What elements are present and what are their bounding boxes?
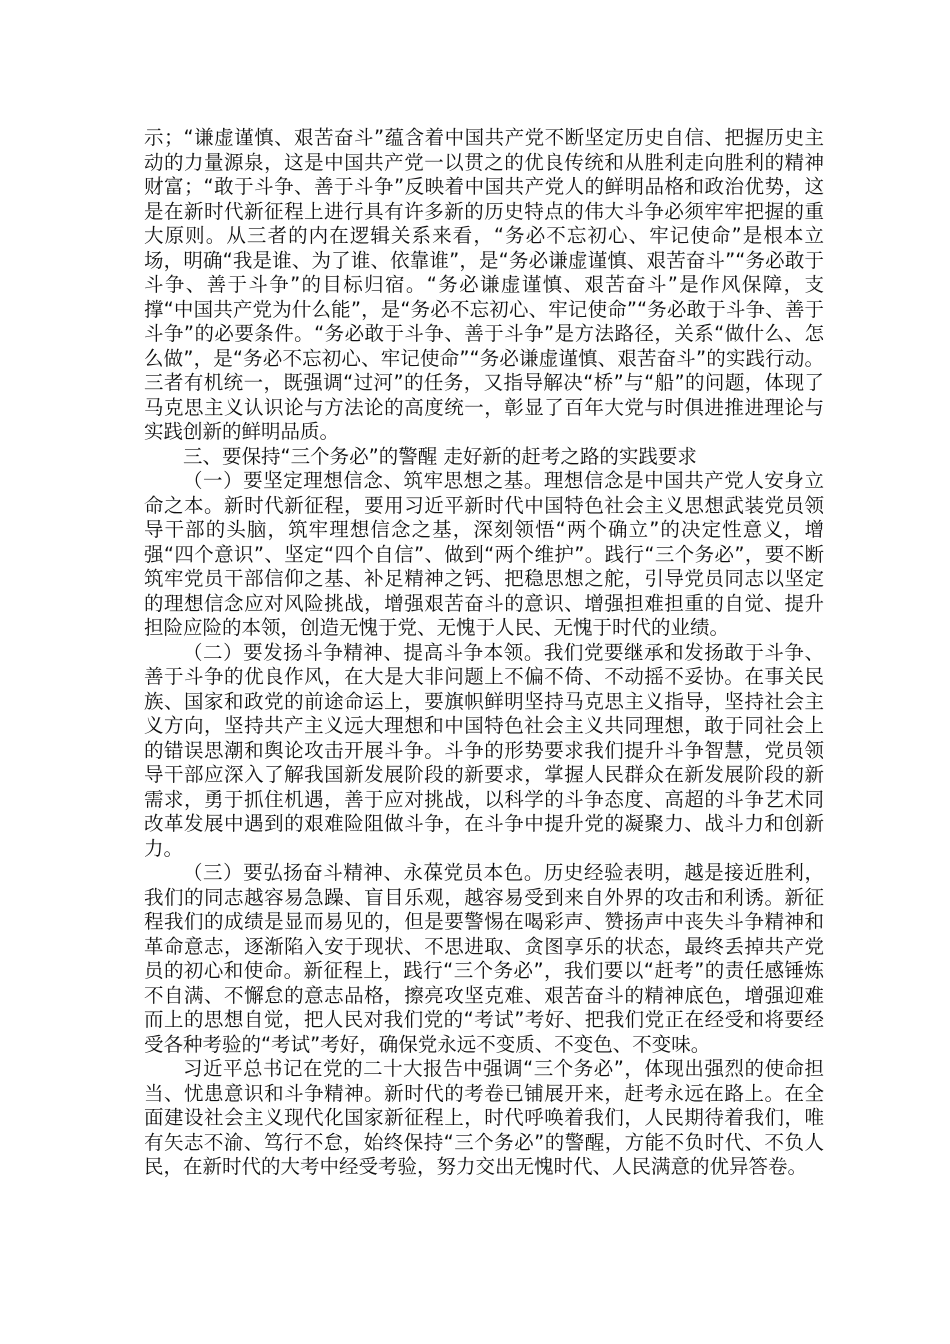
document-page: [144, 126, 824, 1180]
section-heading: 三、要保持“三个务必”的警醒 走好新的赶考之路的实践要求: [183, 444, 697, 468]
paragraph-striving: （三）要弘扬奋斗精神、永葆党员本色。历史经验表明，越是接近胜利，我们的同志越容易急躁、盲目乐观，越容易受到来自外界的攻击和利诱。新征程我们的成绩是显而易见的，但是要警惕在喝彩声、赞扬声中丧失斗争精神和革命意志，逐渐陷入安于现状、不思进取、贪图享乐的状态，最终丢掉共产党员的初心和使命。新征程上，践行“三个务必”，我们要以“赶考”的责任感锤炼不自满、不懈怠的意志品格，擦亮攻坚克难、艰苦奋斗的精神底色，增强迎难而上的思想自觉，把人民对我们党的“考试”考好、把我们党正在经受和将要经受各种考验的“考试”考好，确保党永远不变质、不变色、不变味。: [144, 861, 824, 1056]
paragraph-ideals: （一）要坚定理想信念、筑牢思想之基。理想信念是中国共产党人安身立命之本。新时代新征程，要用习近平新时代中国特色社会主义思想武装党员领导干部的头脑，筑牢理想信念之基，深刻领悟“两个确立”的决定性意义，增强“四个意识”、坚定“四个自信”、做到“两个维护”。践行“三个务必”，要不断筑牢党员干部信仰之基、补足精神之钙、把稳思想之舵，引导党员同志以坚定的理想信念应对风险挑战，增强艰苦奋斗的意识、增强担难担重的自觉、提升担险应险的本领，创造无愧于党、无愧于人民、无愧于时代的业绩。: [144, 469, 824, 639]
paragraph-conclusion: 习近平总书记在党的二十大报告中强调“三个务必”，体现出强烈的使命担当、忧患意识和斗争精神。新时代的考卷已铺展开来，赶考永远在路上。在全面建设社会主义现代化国家新征程上，时代呼唤着我们，人民期待着我们，唯有矢志不渝、笃行不怠，始终保持“三个务必”的警醒，方能不负时代、不负人民，在新时代的大考中经受考验，努力交出无愧时代、人民满意的优异答卷。: [144, 1057, 824, 1178]
paragraph-continuation: 示；“谦虚谨慎、艰苦奋斗”蕴含着中国共产党不断坚定历史自信、把握历史主动的力量源泉，这是中国共产党一以贯之的优良传统和从胜利走向胜利的精神财富；“敢于斗争、善于斗争”反映着中国共产党人的鲜明品格和政治优势，这是在新时代新征程上进行具有许多新的历史特点的伟大斗争必须牢牢把握的重大原则。从三者的内在逻辑关系来看，“务必不忘初心、牢记使命”是根本立场，明确“我是谁、为了谁、依靠谁”，是“务必谦虚谨慎、艰苦奋斗”“务必敢于斗争、善于斗争”的目标归宿。“务必谦虚谨慎、艰苦奋斗”是作风保障，支撑“中国共产党为什么能”，是“务必不忘初心、牢记使命”“务必敢于斗争、善于斗争”的必要条件。“务必敢于斗争、善于斗争”是方法路径，关系“做什么、怎么做”，是“务必不忘初心、牢记使命”“务必谦虚谨慎、艰苦奋斗”的实践行动。三者有机统一，既强调“过河”的任务，又指导解决“桥”与“船”的问题，体现了马克思主义认识论与方法论的高度统一，彰显了百年大党与时俱进推进理论与实践创新的鲜明品质。: [144, 126, 824, 443]
paragraph-struggle: （二）要发扬斗争精神、提高斗争本领。我们党要继承和发扬敢于斗争、善于斗争的优良作风，在大是大非问题上不偏不倚、不动摇不妥协。在事关民族、国家和政党的前途命运上，要旗帜鲜明坚持马克思主义指导，坚持社会主义方向，坚持共产主义远大理想和中国特色社会主义共同理想，敢于同社会上的错误思潮和舆论攻击开展斗争。斗争的形势要求我们提升斗争智慧，党员领导干部应深入了解我国新发展阶段的新要求，掌握人民群众在新发展阶段的新需求，勇于抓住机遇，善于应对挑战，以科学的斗争态度、高超的斗争艺术同改革发展中遇到的艰难险阻做斗争，在斗争中提升党的凝聚力、战斗力和创新力。: [144, 640, 824, 860]
